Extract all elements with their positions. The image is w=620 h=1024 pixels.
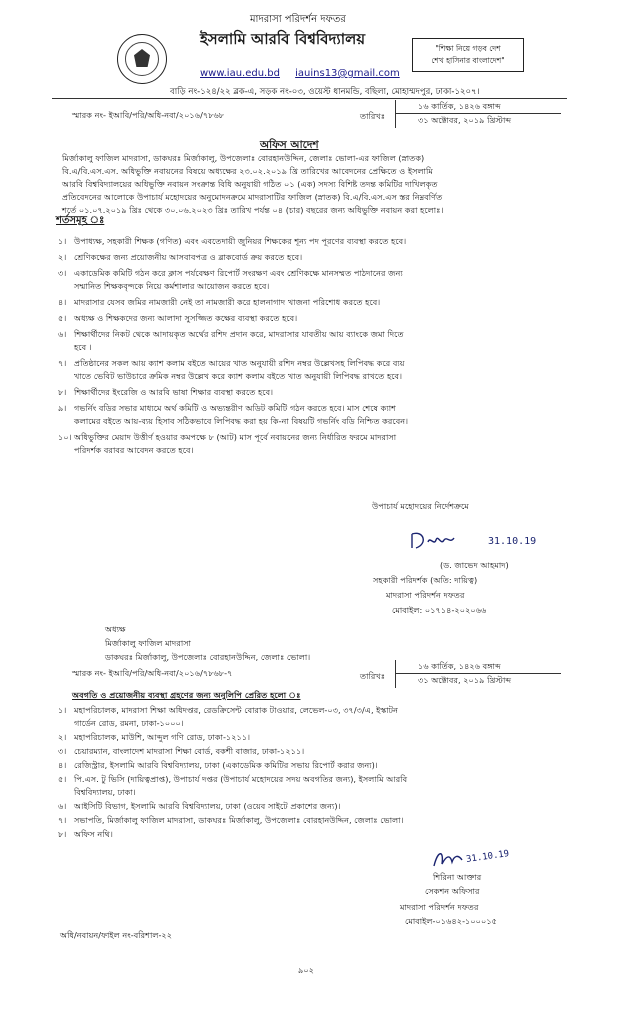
list-item	[58, 745, 304, 758]
list-item-number: ১।	[58, 705, 67, 715]
list-item-text: মহাপরিচালক, মাউশি, আব্দুল গণি রোড, ঢাকা-১২১১।	[74, 732, 251, 742]
order-title: অফিস আদেশ	[260, 139, 319, 151]
list-item-number: ৩।	[58, 746, 67, 756]
list-item-text: কলামের বইতে আয়-ব্যয় হিসাব সঠিকভাবে লিপিবদ্ধ করা হয় কি-না বিষয়টি গভর্নিং বডি নিশ্চিত করবেন।	[74, 416, 409, 426]
list-item-text: গার্ডেন রোড, রমনা, ঢাকা-১০০০।	[74, 718, 184, 728]
list-item	[58, 235, 406, 248]
list-item	[58, 415, 408, 428]
list-item-text: একাডেমিক কমিটি গঠন করে ক্লাস পর্যবেক্ষণ রিপোর্ট সংরক্ষণ এবং শ্রেণিকক্ষে মানসম্মত পাঠদানের জন্য	[74, 268, 403, 278]
office-name: মাদরাসা পরিদর্শন দফতর	[250, 14, 346, 25]
list-item	[58, 280, 269, 293]
list-item-number: ৬।	[58, 329, 67, 339]
date-bangla: ১৬ কার্তিক, ১৪২৬ বঙ্গাব্দ	[418, 101, 501, 111]
recipient-title: অধ্যক্ষ	[105, 624, 126, 634]
list-item	[58, 328, 404, 341]
list-item-number: ৪।	[58, 297, 67, 307]
signer-1-name: (ড. জাভেদ আহমাদ)	[440, 560, 509, 570]
list-item-text: প্রতিষ্ঠানের সকল আয় ক্যাশ কলাম বইতে আয়ের খাত অনুযায়ী রশিদ নম্বর উল্লেখসহ লিপিবদ্ধ করে ব্যয়	[74, 358, 405, 368]
signer-2-designation: সেকশন অফিসার	[425, 886, 480, 896]
list-item-text: খাতে ভেবিট ভাউচারে ক্রমিক নম্বর উল্লেখ করে ক্যাশ কলাম বইতে খাত অনুযায়ী লিপিবদ্ধ রাখতে হবে।	[74, 371, 403, 381]
motto-line-2: শেখ হাসিনার বাংলাদেশ"	[431, 56, 505, 65]
signer-2-office: মাদরাসা পরিদর্শন দফতর	[400, 902, 479, 912]
signature-2-date: 31.10.19	[465, 849, 510, 865]
list-item-text: আইসিটি বিভাগ, ইসলামি আরবি বিশ্ববিদ্যালয়, ঢাকা (ওয়েব সাইটে প্রকাশের জন্য)।	[74, 801, 341, 811]
order-line: শর্তে ০১.০৭.২০১৯ খ্রিঃ থেকে ৩০.০৬.২০২৩ খ্রিঃ তারিখ পর্যন্ত ০৪ (চার) বছরের জন্য অধিভুক্তি নবায়ন করা হলোঃ।	[62, 205, 444, 215]
list-item	[58, 341, 92, 354]
logo-emblem-icon	[134, 49, 150, 67]
list-item-number: ৫।	[58, 313, 67, 323]
memo-reference: স্মারক নং- ইআবি/পরি/অধি-নবা/২০১৬/৭৮৬৮	[72, 110, 225, 120]
list-item-text: অধিভুক্তির মেয়াদ উত্তীর্ণ হওয়ার কমপক্ষে ৮ (আট) মাস পূর্বে নবায়নের জন্য নির্ধারিত ফরমে মাদরাসা	[74, 432, 397, 442]
list-item	[58, 800, 341, 813]
list-item	[58, 267, 403, 280]
list-item-text: মাদরাসার যেসব জমির নামজারী নেই তা নামজারী করে হালনাগাদ খাজনা পরিশোধ করতে হবে।	[74, 297, 381, 307]
list-item	[58, 704, 398, 717]
date-2-bangla: ১৬ কার্তিক, ১৪২৬ বঙ্গাব্দ	[418, 661, 501, 671]
recipient-address: ডাকঘরঃ মির্জাকালু, উপজেলাঃ বোরহানউদ্দিন, জেলাঃ ভোলা।	[105, 652, 311, 662]
list-item-text: পরিদর্শক বরাবর আবেদন করতে হবে।	[74, 445, 194, 455]
file-number: অধি/নবায়ন/ফাইল নং-বরিশাল-২২	[60, 930, 173, 940]
list-item-text: অধ্যক্ষ ও শিক্ষকদের জন্য আলাদা সুসজ্জিত কক্ষের ব্যবস্থা করতে হবে।	[74, 313, 298, 323]
list-item	[58, 759, 378, 772]
list-item-number: ৮।	[58, 387, 67, 397]
header-divider	[52, 98, 567, 99]
order-body	[62, 152, 567, 217]
list-item-text: শিক্ষার্থীদের নিকট থেকে আদায়কৃত অর্থের রশিদ প্রদান করে, মাদরাসার যাবতীয় আয় ব্যাংকে জমা দিতে	[74, 329, 404, 339]
date-box	[395, 100, 576, 128]
list-item-text: সভাপতি, মির্জাকালু ফাজিল মাদরাসা, ডাকঘরঃ মির্জাকালু, উপজেলাঃ বোরহানউদ্দিন, জেলাঃ ভোলা।	[74, 815, 404, 825]
list-item-number: ৭।	[58, 815, 67, 825]
date-2-box	[395, 660, 576, 688]
list-item-number: ৭।	[58, 358, 67, 368]
list-item-text: অফিস নথি।	[74, 829, 113, 839]
list-item	[58, 444, 194, 457]
university-name: ইসলামি আরবি বিশ্ববিদ্যালয়	[200, 30, 366, 48]
signer-1-mobile: মোবাইল: ০১৭১৪-২০২০৬৬	[392, 605, 487, 615]
signature-1-date: 31.10.19	[488, 536, 537, 547]
list-item-text: চেয়ারম্যান, বাংলাদেশ মাদরাসা শিক্ষা বোর্ড, বকশী বাজার, ঢাকা-১২১১।	[74, 746, 305, 756]
instruction-note: উপাচার্য মহোদয়ের নির্দেশক্রমে	[372, 501, 469, 511]
list-item	[58, 431, 396, 444]
list-item	[58, 251, 302, 264]
list-item-number: ৫।	[58, 774, 67, 784]
list-item-text: হবে ।	[74, 342, 92, 352]
signer-2-name: শিরিনা আক্তার	[433, 872, 482, 882]
list-item-text: মহাপরিচালক, মাদরাসা শিক্ষা অধিদপ্তর, রেডক্রিসেন্ট বোরাক টাওয়ার, লেভেল-০৩, ৩৭/৩/এ, ইস্কাটন	[74, 705, 399, 715]
copies-title: অবগতি ও প্রয়োজনীয় ব্যবস্থা গ্রহণের জন্য অনুলিপি প্রেরিত হলো ঃ	[72, 690, 301, 700]
order-line: আরবি বিশ্ববিদ্যালয়ের অধিভুক্তি নবায়ন সংক্রান্ত বিধি অনুযায়ী গঠিত ০১ (এক) সদস্য বিশিষ্ট তদন্ত কমিটির দাখিলকৃত	[62, 179, 438, 189]
list-item	[58, 814, 403, 827]
signer-1-office: মাদরাসা পরিদর্শন দফতর	[386, 590, 465, 600]
order-line: মির্জাকালু ফাজিল মাদরাসা, ডাকঘরঃ মির্জাকালু, উপজেলাঃ বোরহানউদ্দিন, জেলাঃ ভোলা-এর ফাজিল (স্নাতক)	[62, 153, 425, 163]
list-item-number: ৩।	[58, 268, 67, 278]
date-2-label: তারিখঃ	[360, 671, 386, 681]
email-link[interactable]: iauins13@gmail.com	[295, 68, 400, 79]
list-item	[58, 296, 380, 309]
list-item	[58, 312, 297, 325]
signature-1-scribble	[408, 528, 486, 554]
list-item	[58, 357, 405, 370]
list-item-number: ১।	[58, 236, 67, 246]
list-item	[58, 773, 407, 786]
list-item-text: রেজিস্ট্রার, ইসলামি আরবি বিশ্ববিদ্যালয়, ঢাকা (একাডেমিক কমিটির সভায় রিপোর্ট করার জন্য)।	[74, 760, 378, 770]
page-number: ৯০২	[298, 965, 314, 975]
list-item	[58, 786, 136, 799]
motto-box	[412, 38, 524, 72]
contact-line	[200, 68, 412, 79]
list-item	[58, 370, 402, 383]
signer-1-designation: সহকারী পরিদর্শক (অতি: দায়িত্ব)	[373, 575, 478, 585]
recipient-name: মির্জাকালু ফাজিল মাদরাসা	[105, 638, 192, 648]
list-item	[58, 386, 273, 399]
motto-line-1: "শিক্ষা নিয়ে গড়ব দেশ	[435, 44, 501, 53]
list-item-number: ৮।	[58, 829, 67, 839]
signature-2-scribble	[430, 846, 470, 872]
list-item-text: উপাধ্যক্ষ, সহকারী শিক্ষক (গণিত) এবং এবতেদায়ী জুনিয়র শিক্ষকের শূন্য পদ পূরণের ব্যবস্থা করতে হবে।	[74, 236, 407, 246]
list-item-text: পি.এস. টু ভিসি (দায়িত্বপ্রাপ্ত), উপাচার্য দপ্তর (উপাচার্য মহোদয়ের সদয় অবগতির জন্য), ইসলামি আরবি	[74, 774, 408, 784]
university-logo	[117, 34, 167, 84]
list-item-text: শিক্ষার্থীদের ইংরেজি ও আরবি ভাষা শিক্ষার ব্যবস্থা করতে হবে।	[74, 387, 274, 397]
list-item	[58, 402, 396, 415]
list-item	[58, 828, 113, 841]
list-item-text: গভর্নিং বডির সভার মাধ্যমে অর্থ কমিটি ও অভ্যন্তরীণ অডিট কমিটি গঠন করতে হবে। মাস শেষে ক্যাশ	[74, 403, 396, 413]
list-item-text: সম্মানিত শিক্ষকবৃন্দকে নিয়ে কর্মশালার আয়োজন করতে হবে।	[74, 281, 270, 291]
signer-2-mobile: মোবাইল-০১৬৪২-১০০০১৫	[405, 916, 497, 926]
date-english: ৩১ অক্টোবর, ২০১৯ খ্রিস্টাব্দ	[418, 115, 512, 125]
memo-2-reference: স্মারক নং- ইআবি/পরি/অধি-নবা/২০১৬/৭৮৬৮-৭	[72, 668, 233, 678]
list-item-number: ১০।	[58, 432, 72, 442]
list-item	[58, 731, 250, 744]
order-line: বি.এ/বি.এস.এস. অধিভুক্তি নবায়নের বিষয়ে অধ্যক্ষের ২৩.০২.২০১৯ খ্রি তারিখের আবেদনের প্রেক্ষিতে ও ইসলামি	[62, 166, 433, 176]
list-item-number: ৯।	[58, 403, 67, 413]
office-address: বাড়ি নং-১২৪/২২ ব্লক-এ, সড়ক নং-০৩, ওয়েস্ট ধানমন্ডি, বছিলা, মোহাম্মদপুর, ঢাকা-১২০৭।	[170, 87, 480, 97]
date-2-english: ৩১ অক্টোবর, ২০১৯ খ্রিস্টাব্দ	[418, 675, 512, 685]
website-link[interactable]: www.iau.edu.bd	[200, 68, 280, 79]
list-item-number: ৬।	[58, 801, 67, 811]
list-item-text: বিশ্ববিদ্যালয়, ঢাকা।	[74, 787, 136, 797]
list-item-number: ২।	[58, 732, 67, 742]
list-item	[58, 717, 184, 730]
conditions-title: শর্তসমূহ ঃ	[56, 215, 105, 226]
order-line: প্রতিবেদনের আলোকে উপাচার্য মহোদয়ের অনুমোদনক্রমে মাদরাসাটির ফাজিল (স্নাতক) বি.এ/বি.এস.এস স্তর নিম্নবর্ণিত	[62, 192, 443, 202]
list-item-number: ২।	[58, 252, 67, 262]
list-item-text: শ্রেণিকক্ষের জন্য প্রয়োজনীয় আসবাবপত্র ও ব্লাকবোর্ড ক্রয় করতে হবে।	[74, 252, 303, 262]
date-label: তারিখঃ	[360, 111, 386, 121]
list-item-number: ৪।	[58, 760, 67, 770]
